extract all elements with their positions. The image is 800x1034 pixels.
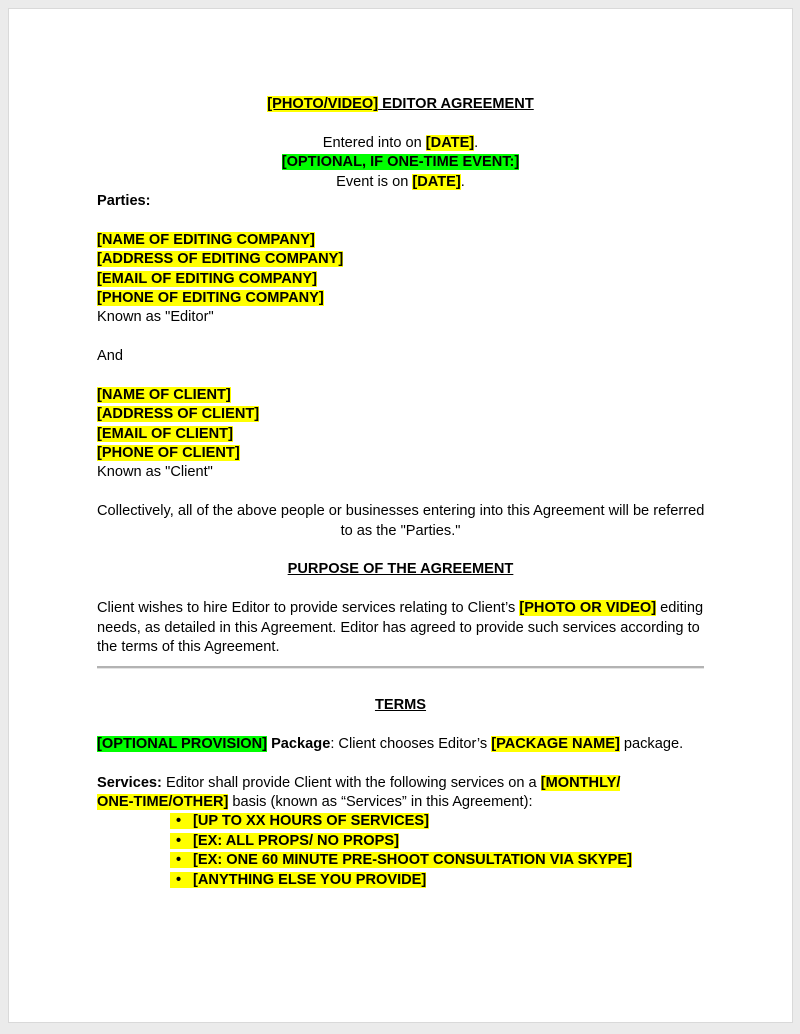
text-run: to as the "Parties.": [340, 522, 461, 539]
blank-line: [97, 483, 704, 502]
text-line: [97, 444, 704, 463]
bullet-item: [170, 813, 429, 829]
blank-line: [97, 366, 704, 385]
highlighted-text-run: [PHONE OF CLIENT]: [97, 445, 240, 462]
highlighted-text-run: [UP TO XX HOURS OF SERVICES]: [193, 813, 429, 830]
highlighted-text-run: [DATE]: [412, 173, 461, 190]
highlighted-text-run: [OPTIONAL PROVISION]: [97, 735, 268, 752]
text-run: Known as "Client": [97, 464, 213, 481]
text-run: TERMS: [374, 697, 427, 714]
bullet-marker-icon: •: [176, 832, 182, 849]
bullet-item: [170, 872, 426, 888]
blank-line: [97, 754, 704, 773]
text-line: [97, 270, 704, 289]
text-line: [97, 173, 704, 192]
text-run: : Client chooses Editor’s: [330, 735, 492, 752]
text-line: [97, 696, 704, 715]
text-run: Client wishes to hire Editor to provide services relating to Client’s: [97, 600, 520, 617]
bullet-item: [170, 833, 399, 849]
text-run: PURPOSE OF THE AGREEMENT: [287, 561, 514, 578]
blank-line: [97, 114, 704, 133]
text-run: Services:: [97, 774, 162, 791]
text-run: And: [97, 348, 123, 365]
highlighted-text-run: [PHOTO/VIDEO]: [267, 96, 379, 112]
text-line: [97, 153, 704, 172]
highlighted-text-run: [OPTIONAL, IF ONE-TIME EVENT:]: [281, 154, 520, 171]
highlighted-text-run: [DATE]: [425, 134, 475, 151]
text-run: the terms of this Agreement.: [97, 638, 280, 655]
blank-line: [97, 541, 704, 560]
bullet-line: [97, 812, 704, 831]
text-run: basis (known as “Services” in this Agreement):: [228, 794, 533, 811]
highlighted-text-run: ONE-TIME/OTHER]: [97, 794, 229, 811]
highlighted-text-run: [NAME OF EDITING COMPANY]: [97, 231, 315, 248]
text-line: [97, 347, 704, 366]
bullet-line: [97, 832, 704, 851]
text-line: [97, 735, 704, 754]
text-run: Known as "Editor": [97, 309, 214, 326]
highlighted-text-run: [EX: ALL PROPS/ NO PROPS]: [193, 832, 399, 849]
text-run: Event is on: [336, 173, 413, 190]
blank-line: [97, 211, 704, 230]
highlighted-text-run: [EMAIL OF CLIENT]: [97, 425, 233, 442]
text-line: [97, 308, 704, 327]
horizontal-rule-line: [97, 657, 704, 676]
text-run: .: [474, 134, 479, 151]
text-line: [97, 774, 704, 793]
bullet-item: [170, 852, 632, 868]
text-line: [97, 289, 704, 308]
blank-line: [97, 328, 704, 347]
text-run: editing: [656, 600, 704, 617]
text-line: [97, 560, 704, 579]
highlighted-text-run: [ANYTHING ELSE YOU PROVIDE]: [193, 871, 427, 888]
highlighted-text-run: [EMAIL OF EDITING COMPANY]: [97, 270, 317, 287]
highlighted-text-run: [MONTHLY/: [540, 774, 621, 791]
bullet-marker-icon: •: [176, 871, 182, 888]
highlighted-text-run: [PACKAGE NAME]: [491, 735, 620, 752]
text-line: [97, 793, 704, 812]
text-line: [97, 599, 704, 618]
bullet-line: [97, 851, 704, 870]
text-run: Parties:: [97, 192, 151, 209]
text-line: [97, 638, 704, 657]
document-page: [8, 8, 793, 1023]
text-run: .: [460, 173, 465, 190]
text-run: Entered into on: [322, 134, 426, 151]
text-run: EDITOR AGREEMENT: [378, 96, 534, 112]
text-line: [97, 95, 704, 114]
text-line: [97, 405, 704, 424]
highlighted-text-run: [ADDRESS OF CLIENT]: [97, 406, 260, 423]
highlighted-text-run: [EX: ONE 60 MINUTE PRE-SHOOT CONSULTATION VIA SKYPE]: [193, 852, 632, 869]
highlighted-text-run: [PHONE OF EDITING COMPANY]: [97, 289, 324, 306]
horizontal-rule: [97, 666, 704, 669]
text-line: [97, 134, 704, 153]
blank-line: [97, 677, 704, 696]
text-line: [97, 231, 704, 250]
text-run: needs, as detailed in this Agreement. Editor has agreed to provide such services according to: [97, 619, 700, 636]
text-line: [97, 250, 704, 269]
bullet-marker-icon: •: [176, 813, 182, 830]
text-run: Collectively, all of the above people or businesses entering into this Agreement will be referred: [97, 503, 705, 520]
highlighted-text-run: [PHOTO OR VIDEO]: [519, 600, 657, 617]
blank-line: [97, 716, 704, 735]
text-run: Package: [271, 735, 331, 752]
text-line: [97, 425, 704, 444]
text-line: [97, 463, 704, 482]
text-run: Editor shall provide Client with the following services on a: [161, 774, 541, 791]
text-line: [97, 192, 704, 211]
bullet-marker-icon: •: [176, 852, 182, 869]
text-run: package.: [619, 735, 684, 752]
text-line: [97, 522, 704, 541]
bullet-line: [97, 871, 704, 890]
text-line: [97, 386, 704, 405]
text-line: [97, 619, 704, 638]
highlighted-text-run: [NAME OF CLIENT]: [97, 386, 231, 403]
blank-line: [97, 580, 704, 599]
text-line: [97, 502, 704, 521]
highlighted-text-run: [ADDRESS OF EDITING COMPANY]: [97, 251, 344, 268]
